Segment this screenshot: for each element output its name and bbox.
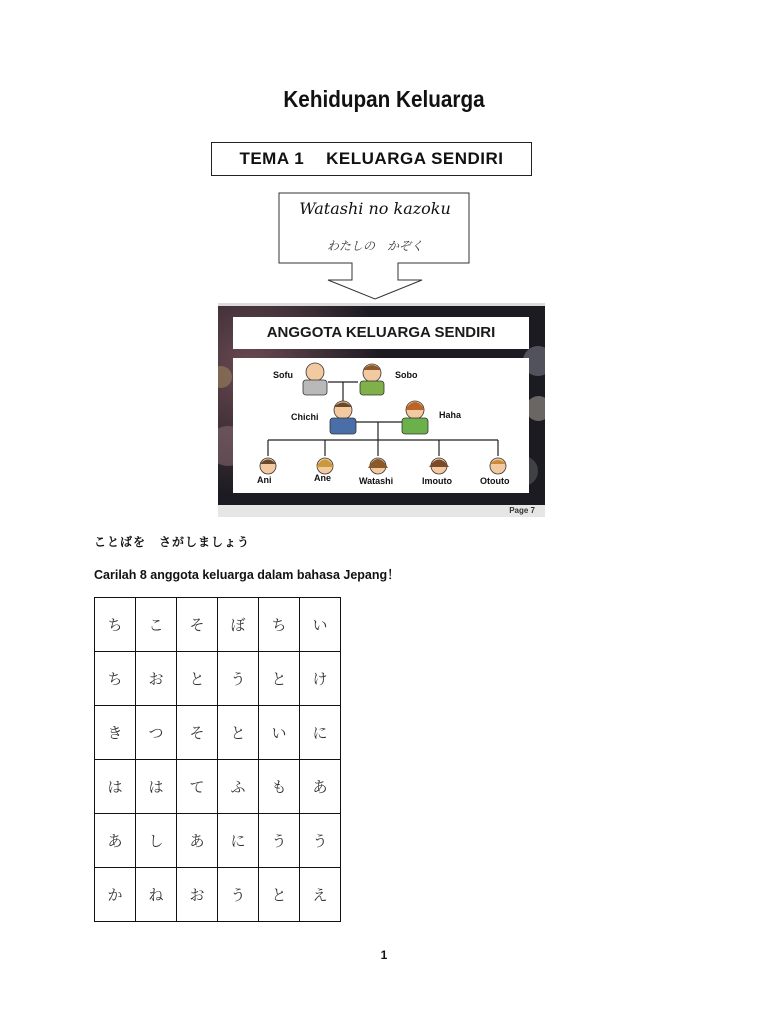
grid-row xyxy=(95,706,341,760)
member-label-sofu: Sofu xyxy=(273,370,293,380)
theme-label: TEMA 1 xyxy=(239,149,305,168)
watashi-figure xyxy=(368,458,388,474)
grid-row xyxy=(95,868,341,922)
callout-kana: わたしの かぞく xyxy=(326,239,423,253)
sofu-figure xyxy=(303,363,327,395)
sobo-figure xyxy=(360,364,384,395)
grid-cell: ふ xyxy=(218,760,259,814)
member-label-haha: Haha xyxy=(439,410,462,420)
exercise-instruction: Carilah 8 anggota keluarga dalam bahasa Jepang！ xyxy=(94,568,400,582)
grid-cell: お xyxy=(136,652,177,706)
otouto-figure xyxy=(490,458,506,474)
chichi-figure xyxy=(330,401,356,434)
grid-cell: い xyxy=(259,706,300,760)
grid-cell: そ xyxy=(177,706,218,760)
imouto-figure xyxy=(429,458,449,474)
grid-row xyxy=(95,652,341,706)
grid-cell: て xyxy=(177,760,218,814)
ane-figure xyxy=(316,458,334,474)
grid-cell: あ xyxy=(177,814,218,868)
callout-romaji: Watashi no kazoku xyxy=(299,199,451,218)
grid-cell: も xyxy=(259,760,300,814)
grid-cell: し xyxy=(136,814,177,868)
grid-cell: ち xyxy=(95,598,136,652)
document-title: Kehidupan Keluarga xyxy=(283,86,485,112)
member-label-watashi: Watashi xyxy=(359,476,394,486)
grid-cell: う xyxy=(218,868,259,922)
member-label-otouto: Otouto xyxy=(480,476,510,486)
slide-footer xyxy=(218,505,545,517)
family-slide xyxy=(218,303,545,517)
haha-figure xyxy=(402,401,428,434)
grid-cell: お xyxy=(177,868,218,922)
grid-cell: あ xyxy=(300,760,341,814)
grid-cell: ぼ xyxy=(218,598,259,652)
grid-row xyxy=(95,598,341,652)
grid-cell: に xyxy=(218,814,259,868)
exercise-heading: ことばを さがしましょう xyxy=(94,535,251,549)
word-search-grid xyxy=(94,597,341,922)
slide-background xyxy=(218,306,545,505)
grid-row xyxy=(95,814,341,868)
grid-cell: に xyxy=(300,706,341,760)
grid-cell: う xyxy=(259,814,300,868)
grid-cell: け xyxy=(300,652,341,706)
member-label-ane: Ane xyxy=(314,473,332,483)
theme-box xyxy=(211,142,532,176)
grid-row xyxy=(95,760,341,814)
grid-cell: こ xyxy=(136,598,177,652)
grid-cell: と xyxy=(259,652,300,706)
member-label-ani: Ani xyxy=(257,475,272,485)
grid-cell: う xyxy=(300,814,341,868)
grid-cell: え xyxy=(300,868,341,922)
grid-cell: と xyxy=(177,652,218,706)
grid-cell: あ xyxy=(95,814,136,868)
theme-name: KELUARGA SENDIRI xyxy=(326,149,504,168)
member-label-sobo: Sobo xyxy=(395,370,418,380)
grid-cell: き xyxy=(95,706,136,760)
grid-cell: と xyxy=(218,706,259,760)
grid-cell: そ xyxy=(177,598,218,652)
member-label-imouto: Imouto xyxy=(422,476,452,486)
slide-page-label: Page 7 xyxy=(509,506,535,515)
grid-cell: と xyxy=(259,868,300,922)
family-tree-panel xyxy=(233,358,529,493)
grid-cell: は xyxy=(95,760,136,814)
grid-cell: は xyxy=(136,760,177,814)
member-label-chichi: Chichi xyxy=(291,412,319,422)
grid-cell: か xyxy=(95,868,136,922)
slide-title: ANGGOTA KELUARGA SENDIRI xyxy=(233,317,529,349)
ani-figure xyxy=(260,458,276,474)
grid-cell: つ xyxy=(136,706,177,760)
grid-cell: ね xyxy=(136,868,177,922)
grid-cell: う xyxy=(218,652,259,706)
grid-cell: い xyxy=(300,598,341,652)
grid-cell: ち xyxy=(95,652,136,706)
page-number: 1 xyxy=(380,948,388,962)
grid-cell: ち xyxy=(259,598,300,652)
